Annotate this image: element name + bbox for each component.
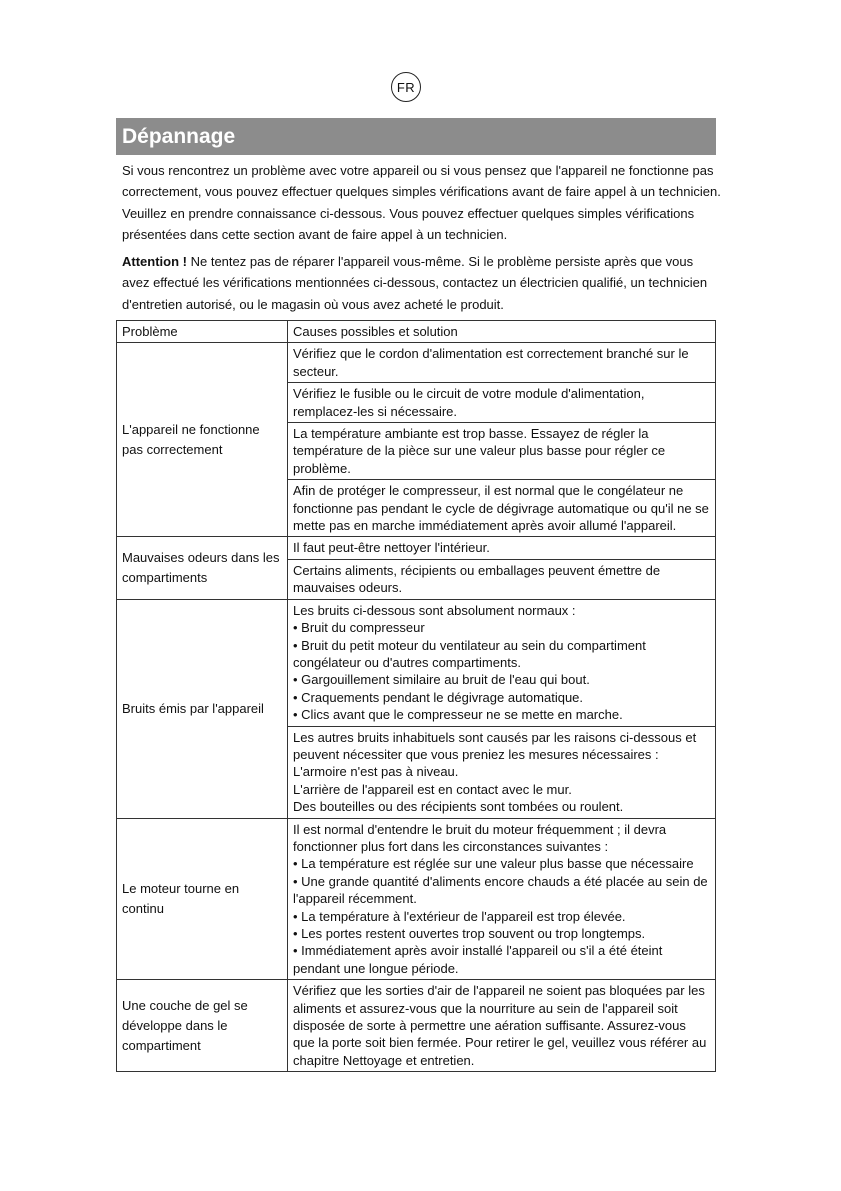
problem-cell: Mauvaises odeurs dans les compartiments <box>117 537 288 599</box>
cause-cell <box>288 383 716 423</box>
cause-cell <box>288 559 716 599</box>
header-causes: Causes possibles et solution <box>288 321 716 343</box>
header-problem: Problème <box>117 321 288 343</box>
table-row <box>117 537 716 559</box>
cause-line: Il est normal d'entendre le bruit du moteur fréquemment ; il devra fonctionner plus fort dans les circonstances suivantes : <box>293 821 667 854</box>
cause-line: • Craquements pendant le dégivrage automatique. <box>293 689 584 705</box>
problem-cell: L'appareil ne fonctionne pas correctement <box>117 343 288 537</box>
cause-cell <box>288 726 716 818</box>
table-row <box>117 599 716 726</box>
cause-cell <box>288 818 716 980</box>
cause-line: Vérifiez le fusible ou le circuit de votre module d'alimentation, remplacez-les si nécessaire. <box>293 386 645 419</box>
cause-line: La température ambiante est trop basse. Essayez de régler la température de la pièce sur une valeur plus basse pour régler ce problème. <box>293 426 666 476</box>
problem-cell: Bruits émis par l'appareil <box>117 599 288 818</box>
attention-paragraph <box>122 251 722 315</box>
table-header-row <box>117 321 716 343</box>
cause-line: Les autres bruits inhabituels sont causés par les raisons ci-dessous et peuvent nécessiter que vous preniez les mesures nécessaires : <box>293 729 697 762</box>
cause-line: • Bruit du compresseur <box>293 620 425 636</box>
cause-cell <box>288 423 716 480</box>
cause-line: • Bruit du petit moteur du ventilateur au sein du compartiment congélateur ou d'autres compartiments. <box>293 637 646 670</box>
cause-line: L'armoire n'est pas à niveau. <box>293 764 459 780</box>
cause-line: L'arrière de l'appareil est en contact avec le mur. <box>293 781 572 797</box>
language-badge: FR <box>391 72 421 102</box>
cause-line: Certains aliments, récipients ou emballages peuvent émettre de mauvaises odeurs. <box>293 562 661 596</box>
table-row <box>117 818 716 980</box>
cause-line: • Les portes restent ouvertes trop souvent ou trop longtemps. <box>293 926 646 941</box>
table-row <box>117 980 716 1072</box>
problem-cell: Une couche de gel se développe dans le compartiment <box>117 980 288 1072</box>
cause-line: • Une grande quantité d'aliments encore chauds a été placée au sein de l'appareil récemment. <box>293 873 708 907</box>
cause-line: • La température à l'extérieur de l'appareil est trop élevée. <box>293 908 626 924</box>
cause-cell <box>288 537 716 559</box>
problem-cell: Le moteur tourne en continu <box>117 818 288 980</box>
cause-line: • La température est réglée sur une valeur plus basse que nécessaire <box>293 856 694 872</box>
cause-line: • Gargouillement similaire au bruit de l'eau qui bout. <box>293 672 590 688</box>
cause-line: • Clics avant que le compresseur ne se mette en marche. <box>293 707 623 723</box>
troubleshooting-table <box>116 320 716 1072</box>
attention-text: Ne tentez pas de réparer l'appareil vous-même. Si le problème persiste après que vous avez effectué les vérifications mentionnées ci-dessous, contactez un électricien qualifié, un technicien d'entretien autorisé, ou le magasin où vous avez acheté le produit. <box>122 254 708 312</box>
cause-cell <box>288 343 716 383</box>
cause-line: Vérifiez que les sorties d'air de l'appareil ne soient pas bloquées par les aliments et assurez-vous que la nourriture au sein de l'appareil soit disposée de sorte à permettre une aération suffisante. Assurez-vous que la porte soit bien fermée. Pour retirer le gel, veuillez vous référer au chapitre Nettoyage et entretien. <box>293 983 707 1068</box>
attention-label: Attention ! <box>122 254 187 269</box>
cause-cell <box>288 980 716 1072</box>
cause-line: Des bouteilles ou des récipients sont tombées ou roulent. <box>293 799 624 815</box>
cause-line: Afin de protéger le compresseur, il est normal que le congélateur ne fonctionne pas pendant le cycle de dégivrage automatique ou qu'il ne se mette pas en marche immédiatement après avoir allumé l'appareil. <box>293 483 709 534</box>
table-row <box>117 343 716 383</box>
page-title: Dépannage <box>116 118 716 155</box>
cause-line: Vérifiez que le cordon d'alimentation est correctement branché sur le secteur. <box>293 346 689 379</box>
cause-line: • Immédiatement après avoir installé l'appareil ou s'il a été éteint pendant une longue période. <box>293 943 663 976</box>
cause-cell <box>288 599 716 726</box>
cause-line: Il faut peut-être nettoyer l'intérieur. <box>293 540 490 556</box>
cause-line: Les bruits ci-dessous sont absolument normaux : <box>293 602 576 618</box>
intro-paragraph: Si vous rencontrez un problème avec votre appareil ou si vous pensez que l'appareil ne fonctionne pas correctement, vous pouvez effectuer quelques simples vérifications avant de faire appel à un technicien. Veuillez en prendre connaissance ci-dessous. Vous pouvez effectuer quelques simples vérifications présentées dans cette section avant de faire appel à un technicien. <box>122 163 721 242</box>
cause-cell <box>288 480 716 537</box>
